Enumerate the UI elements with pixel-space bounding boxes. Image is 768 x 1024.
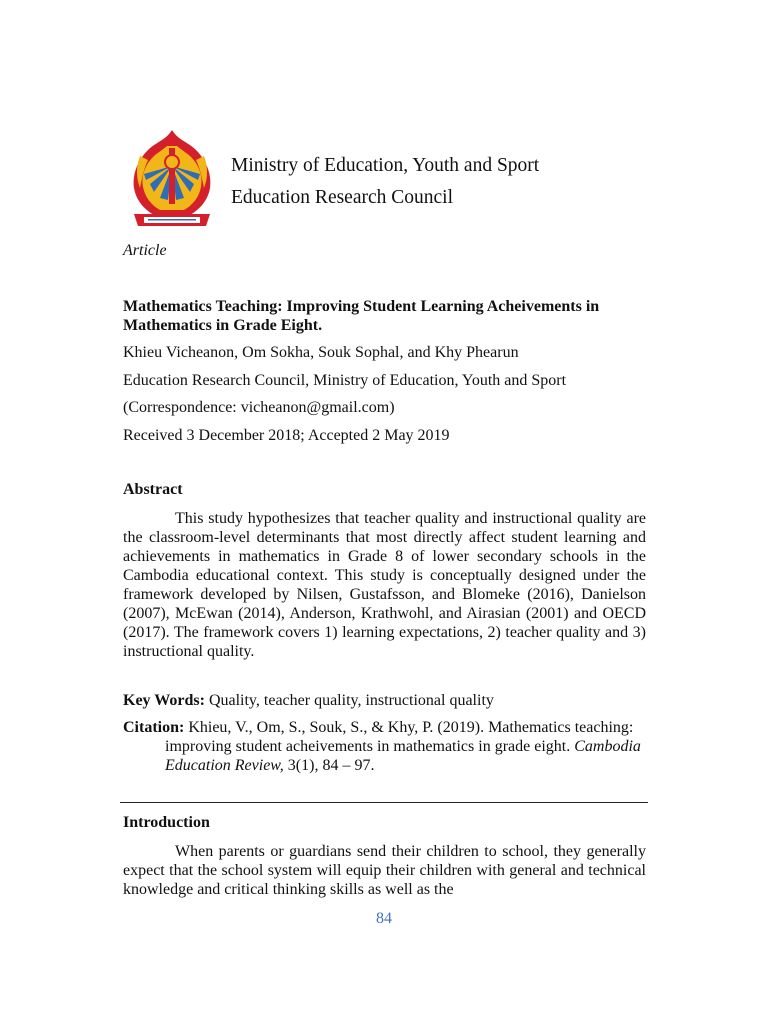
abstract-heading: Abstract	[123, 481, 183, 498]
received-accepted-dates: Received 3 December 2018; Accepted 2 May 2019	[123, 427, 450, 444]
abstract-body: This study hypothesizes that teacher quality and instructional quality are the classroom-level determinants that most directly affect student learning and achievements in mathematics in Grade 8 of lower secondary schools in the Cambodia educational context. This study is conceptually designed under the framework developed by Nilsen, Gustafsson, and Blomeke (2016), Danielson (2007), McEwan (2014), Anderson, Krathwohl, and Airasian (2001) and OECD (2017). The framework covers 1) learning expectations, 2) teacher quality and 3) instructional quality.	[123, 510, 646, 660]
introduction-body: When parents or guardians send their children to school, they generally expect that the school system will equip their children with general and technical knowledge and critical thinking skills as well as the	[123, 843, 646, 898]
ministry-emblem-icon	[126, 126, 218, 234]
article-type-label: Article	[123, 242, 167, 259]
citation-block	[123, 718, 646, 775]
correspondence: (Correspondence: vicheanon@gmail.com)	[123, 399, 395, 416]
ministry-name: Ministry of Education, Youth and Sport	[231, 155, 540, 176]
introduction-heading: Introduction	[123, 814, 210, 831]
citation-label: Citation:	[123, 719, 185, 736]
article-title: Mathematics Teaching: Improving Student Learning Acheivements in Mathematics in Grade Eight.	[123, 298, 600, 334]
citation-volume-pages: 3(1), 84 – 97.	[287, 757, 375, 774]
authors: Khieu Vicheanon, Om Sokha, Souk Sophal, and Khy Phearun	[123, 344, 519, 361]
section-divider	[120, 802, 648, 803]
council-name: Education Research Council	[231, 187, 454, 208]
keywords-value: Quality, teacher quality, instructional quality	[208, 692, 494, 709]
affiliation: Education Research Council, Ministry of Education, Youth and Sport	[123, 372, 567, 389]
page-number: 84	[376, 910, 392, 927]
keywords-label: Key Words:	[123, 692, 205, 709]
citation-text: Khieu, V., Om, S., Souk, S., & Khy, P. (2019). Mathematics teaching: improving student acheivements in mathematics in grade eight.	[165, 719, 634, 755]
keywords-line	[123, 691, 646, 710]
citation-journal: Cambodia Education Review,	[165, 738, 641, 774]
